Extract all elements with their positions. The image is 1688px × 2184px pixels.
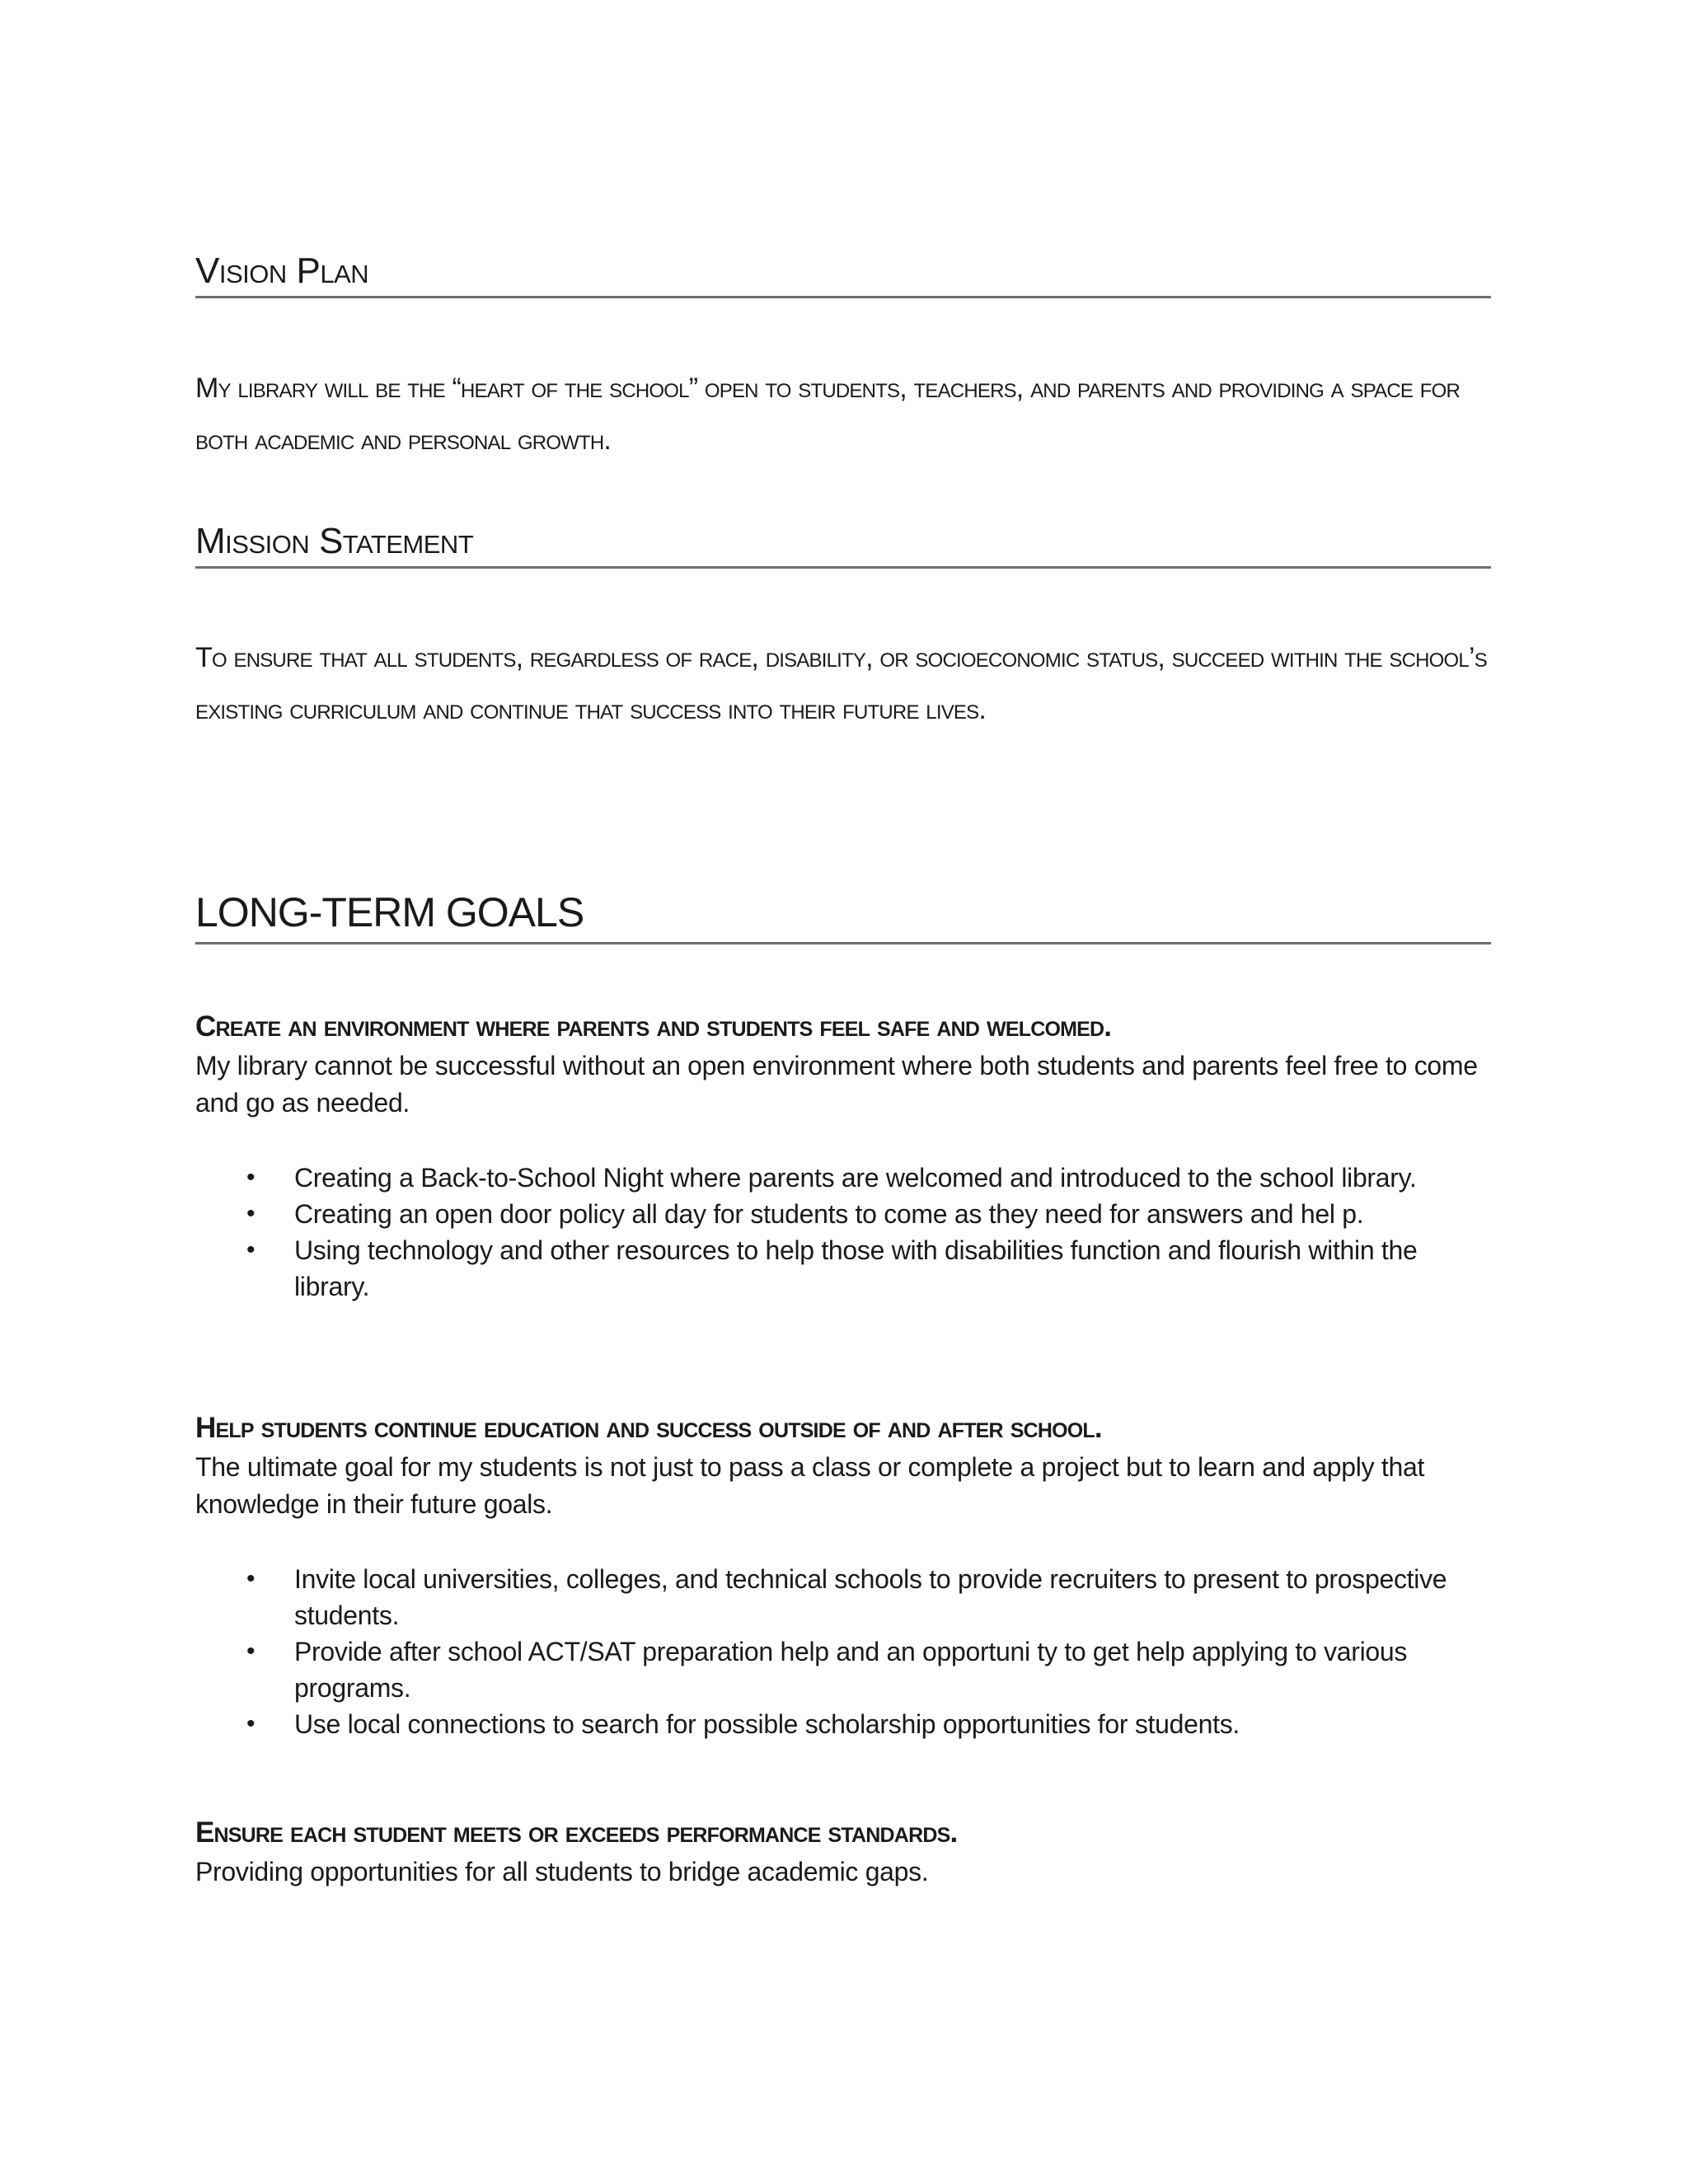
goal-2-description: The ultimate goal for my students is not just to pass a class or complete a project but to learn and apply that knowledge in their future goals.: [195, 1452, 1425, 1519]
bullet-icon: •: [246, 1236, 256, 1263]
vision-section: [195, 251, 1491, 298]
mission-section: [195, 522, 1491, 569]
goal-3-title: Ensure each student meets or exceeds performance standards.: [195, 1816, 958, 1849]
list-item-text: Invite local universities, colleges, and technical schools to provide recruiters to present to prospective students.: [294, 1564, 1447, 1630]
list-item-text: Creating an open door policy all day for students to come as they need for answers and hel p.: [294, 1199, 1364, 1229]
goal-2-list: [195, 1561, 1491, 1742]
list-item: [246, 1232, 1491, 1305]
bullet-icon: •: [246, 1638, 256, 1665]
goal-1-description: My library cannot be successful without an open environment where both students and parents feel free to come and go as needed.: [195, 1051, 1478, 1118]
list-item-text: Use local connections to search for possible scholarship opportunities for students.: [294, 1709, 1240, 1739]
bullet-icon: •: [246, 1200, 256, 1227]
goal-1-title: Create an environment where parents and students feel safe and welcomed.: [195, 1010, 1112, 1043]
goal-2: [195, 1411, 1491, 1742]
list-item: [246, 1561, 1491, 1633]
mission-statement: [195, 632, 1491, 736]
goal-3-description: Providing opportunities for all students to bridge academic gaps.: [195, 1857, 929, 1886]
goal-3: [195, 1816, 1491, 1891]
list-item-text: Using technology and other resources to help those with disabilities function and flourish within the library.: [294, 1235, 1418, 1301]
list-item: [246, 1160, 1491, 1196]
vision-text: My library will be the “heart of the school” open to students, teachers, and parents and providing a space for both academic and personal growth.: [195, 373, 1461, 456]
long-term-section: [195, 890, 1491, 944]
bullet-icon: •: [246, 1164, 256, 1191]
bullet-icon: •: [246, 1710, 256, 1737]
list-item-text: Creating a Back-to-School Night where parents are welcomed and introduced to the school library.: [294, 1163, 1417, 1193]
list-item: [246, 1633, 1491, 1706]
list-item: [246, 1196, 1491, 1232]
vision-statement: [195, 363, 1491, 466]
long-term-heading: LONG-TERM GOALS: [195, 890, 1491, 944]
vision-heading: Vision Plan: [195, 251, 1491, 298]
mission-text: To ensure that all students, regardless of race, disability, or socioeconomic status, succeed within the school’s existing curriculum and continue that success into their future lives.: [195, 642, 1487, 725]
bullet-icon: •: [246, 1565, 256, 1592]
goal-1: [195, 1010, 1491, 1305]
list-item-text: Provide after school ACT/SAT preparation help and an opportuni ty to get help applying to various programs.: [294, 1637, 1408, 1703]
goal-1-list: [195, 1160, 1491, 1305]
list-item: [246, 1706, 1491, 1742]
mission-heading: Mission Statement: [195, 522, 1491, 569]
goal-2-title: Help students continue education and success outside of and after school.: [195, 1412, 1102, 1444]
